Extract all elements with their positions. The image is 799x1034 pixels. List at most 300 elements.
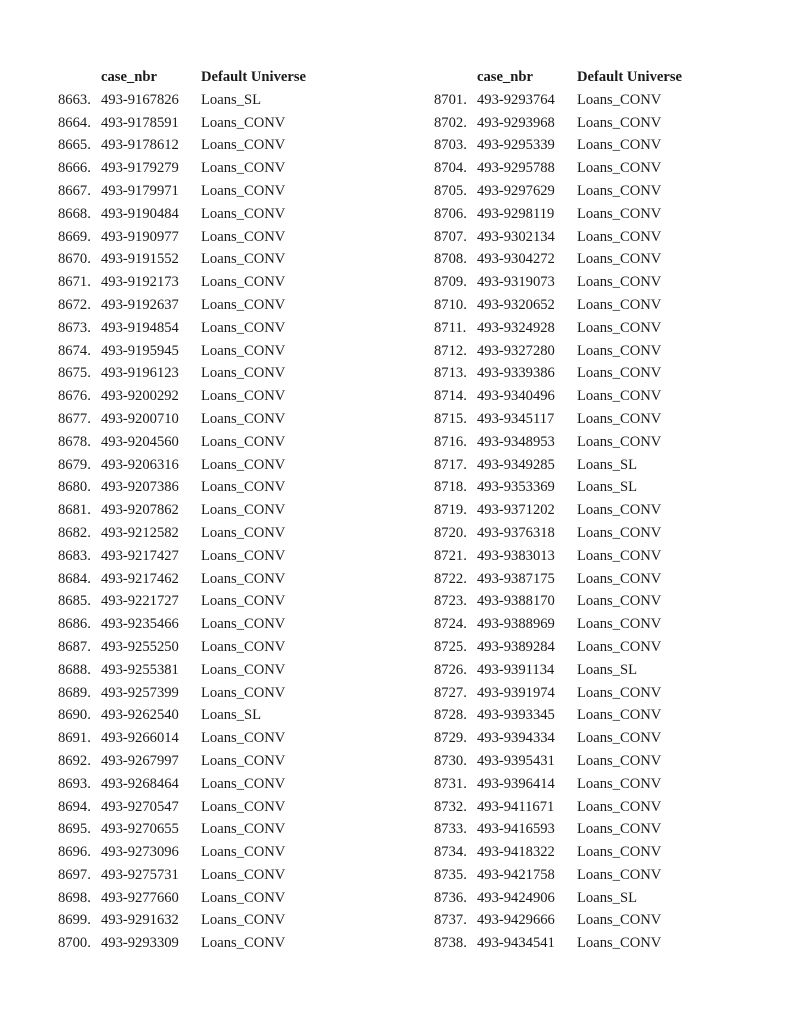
- default-universe-cell: Loans_CONV: [201, 889, 286, 906]
- case-nbr-cell: 493-9298119: [477, 205, 555, 222]
- case-nbr-cell: 493-9411671: [477, 798, 555, 815]
- table-row: [58, 887, 321, 910]
- row-number: 8737.: [434, 912, 467, 929]
- row-number: 8684.: [58, 570, 91, 587]
- case-nbr-cell: 493-9194854: [101, 319, 179, 336]
- row-number: 8677.: [58, 410, 91, 427]
- case-nbr-cell: 493-9273096: [101, 844, 179, 861]
- table-row: [58, 89, 321, 112]
- table-row: [58, 796, 321, 819]
- table-row: [434, 340, 697, 363]
- case-nbr-cell: 493-9267997: [101, 752, 179, 769]
- default-universe-cell: Loans_CONV: [577, 365, 662, 382]
- table-row: [58, 499, 321, 522]
- default-universe-cell: Loans_CONV: [201, 570, 286, 587]
- default-universe-cell: Loans_CONV: [201, 524, 286, 541]
- default-universe-cell: Loans_CONV: [201, 388, 286, 405]
- table-header: [434, 66, 697, 89]
- row-number: 8697.: [58, 866, 91, 883]
- default-universe-cell: Loans_CONV: [201, 616, 286, 633]
- row-number: 8664.: [58, 114, 91, 131]
- row-number: 8714.: [434, 388, 467, 405]
- row-number: 8709.: [434, 274, 467, 291]
- case-nbr-cell: 493-9371202: [477, 502, 555, 519]
- header-default-universe: Default Universe: [201, 69, 306, 85]
- default-universe-cell: Loans_SL: [577, 889, 637, 906]
- table-body: [434, 89, 697, 955]
- header-case-nbr: case_nbr: [477, 69, 533, 85]
- row-number: 8708.: [434, 251, 467, 268]
- table-row: [434, 248, 697, 271]
- table-row: [434, 773, 697, 796]
- table-row: [434, 636, 697, 659]
- row-number: 8713.: [434, 365, 467, 382]
- default-universe-cell: Loans_CONV: [577, 752, 662, 769]
- default-universe-cell: Loans_CONV: [201, 114, 286, 131]
- table-row: [434, 476, 697, 499]
- table-row: [434, 704, 697, 727]
- case-nbr-cell: 493-9262540: [101, 707, 179, 724]
- case-nbr-cell: 493-9421758: [477, 866, 555, 883]
- default-universe-cell: Loans_CONV: [577, 866, 662, 883]
- case-nbr-cell: 493-9191552: [101, 251, 179, 268]
- table-row: [58, 180, 321, 203]
- case-nbr-cell: 493-9302134: [477, 228, 555, 245]
- row-number: 8717.: [434, 456, 467, 473]
- row-number: 8676.: [58, 388, 91, 405]
- default-universe-cell: Loans_CONV: [201, 456, 286, 473]
- default-universe-cell: Loans_CONV: [577, 775, 662, 792]
- table-row: [434, 841, 697, 864]
- table-row: [58, 203, 321, 226]
- table-row: [58, 682, 321, 705]
- row-number: 8665.: [58, 137, 91, 154]
- case-nbr-cell: 493-9293968: [477, 114, 555, 131]
- case-nbr-cell: 493-9206316: [101, 456, 179, 473]
- default-universe-cell: Loans_CONV: [577, 137, 662, 154]
- default-universe-cell: Loans_CONV: [201, 798, 286, 815]
- table-row: [434, 385, 697, 408]
- row-number: 8720.: [434, 524, 467, 541]
- default-universe-cell: Loans_CONV: [577, 160, 662, 177]
- row-number: 8667.: [58, 182, 91, 199]
- table-row: [58, 385, 321, 408]
- table-row: [58, 522, 321, 545]
- row-number: 8663.: [58, 91, 91, 108]
- default-universe-cell: Loans_CONV: [201, 684, 286, 701]
- table-right: [434, 66, 697, 955]
- row-number: 8728.: [434, 707, 467, 724]
- row-number: 8722.: [434, 570, 467, 587]
- table-row: [434, 454, 697, 477]
- table-row: [58, 294, 321, 317]
- case-nbr-cell: 493-9212582: [101, 524, 179, 541]
- case-nbr-cell: 493-9395431: [477, 752, 555, 769]
- default-universe-cell: Loans_CONV: [201, 912, 286, 929]
- row-number: 8689.: [58, 684, 91, 701]
- case-nbr-cell: 493-9394334: [477, 730, 555, 747]
- row-number: 8687.: [58, 638, 91, 655]
- case-nbr-cell: 493-9255250: [101, 638, 179, 655]
- row-number: 8707.: [434, 228, 467, 245]
- table-row: [58, 408, 321, 431]
- case-nbr-cell: 493-9268464: [101, 775, 179, 792]
- default-universe-cell: Loans_CONV: [577, 502, 662, 519]
- row-number: 8671.: [58, 274, 91, 291]
- row-number: 8686.: [58, 616, 91, 633]
- table-row: [434, 887, 697, 910]
- default-universe-cell: Loans_CONV: [577, 524, 662, 541]
- case-nbr-cell: 493-9391134: [477, 661, 555, 678]
- default-universe-cell: Loans_CONV: [577, 570, 662, 587]
- row-number: 8666.: [58, 160, 91, 177]
- default-universe-cell: Loans_CONV: [201, 638, 286, 655]
- case-nbr-cell: 493-9190977: [101, 228, 179, 245]
- case-nbr-cell: 493-9327280: [477, 342, 555, 359]
- case-nbr-cell: 493-9207862: [101, 502, 179, 519]
- row-number: 8712.: [434, 342, 467, 359]
- row-number: 8672.: [58, 296, 91, 313]
- row-number: 8695.: [58, 821, 91, 838]
- row-number: 8691.: [58, 730, 91, 747]
- row-number: 8733.: [434, 821, 467, 838]
- case-nbr-cell: 493-9167826: [101, 91, 179, 108]
- default-universe-cell: Loans_CONV: [577, 593, 662, 610]
- default-universe-cell: Loans_CONV: [201, 775, 286, 792]
- default-universe-cell: Loans_CONV: [201, 821, 286, 838]
- table-row: [58, 613, 321, 636]
- default-universe-cell: Loans_CONV: [577, 547, 662, 564]
- table-row: [434, 203, 697, 226]
- default-universe-cell: Loans_CONV: [201, 205, 286, 222]
- table-body: [58, 89, 321, 955]
- default-universe-cell: Loans_CONV: [577, 410, 662, 427]
- row-number: 8674.: [58, 342, 91, 359]
- case-nbr-cell: 493-9195945: [101, 342, 179, 359]
- default-universe-cell: Loans_CONV: [201, 547, 286, 564]
- row-number: 8698.: [58, 889, 91, 906]
- default-universe-cell: Loans_CONV: [577, 821, 662, 838]
- table-row: [58, 841, 321, 864]
- table-row: [58, 317, 321, 340]
- default-universe-cell: Loans_SL: [201, 91, 261, 108]
- row-number: 8725.: [434, 638, 467, 655]
- row-number: 8688.: [58, 661, 91, 678]
- case-nbr-cell: 493-9178612: [101, 137, 179, 154]
- case-nbr-cell: 493-9178591: [101, 114, 179, 131]
- case-nbr-cell: 493-9270655: [101, 821, 179, 838]
- case-nbr-cell: 493-9304272: [477, 251, 555, 268]
- case-nbr-cell: 493-9434541: [477, 935, 555, 952]
- table-row: [58, 248, 321, 271]
- default-universe-cell: Loans_SL: [577, 661, 637, 678]
- row-number: 8693.: [58, 775, 91, 792]
- case-nbr-cell: 493-9192173: [101, 274, 179, 291]
- default-universe-cell: Loans_CONV: [201, 433, 286, 450]
- row-number: 8729.: [434, 730, 467, 747]
- table-row: [434, 157, 697, 180]
- default-universe-cell: Loans_CONV: [577, 91, 662, 108]
- case-nbr-cell: 493-9319073: [477, 274, 555, 291]
- default-universe-cell: Loans_CONV: [577, 935, 662, 952]
- row-number: 8736.: [434, 889, 467, 906]
- table-row: [434, 796, 697, 819]
- table-row: [434, 909, 697, 932]
- default-universe-cell: Loans_CONV: [201, 935, 286, 952]
- case-nbr-cell: 493-9192637: [101, 296, 179, 313]
- row-number: 8696.: [58, 844, 91, 861]
- table-row: [434, 568, 697, 591]
- table-row: [58, 636, 321, 659]
- row-number: 8735.: [434, 866, 467, 883]
- table-row: [434, 362, 697, 385]
- table-left: [58, 66, 321, 955]
- row-number: 8704.: [434, 160, 467, 177]
- case-nbr-cell: 493-9396414: [477, 775, 555, 792]
- table-row: [434, 134, 697, 157]
- default-universe-cell: Loans_CONV: [577, 182, 662, 199]
- default-universe-cell: Loans_CONV: [201, 274, 286, 291]
- default-universe-cell: Loans_CONV: [201, 182, 286, 199]
- default-universe-cell: Loans_CONV: [201, 342, 286, 359]
- table-row: [58, 659, 321, 682]
- case-nbr-cell: 493-9388170: [477, 593, 555, 610]
- default-universe-cell: Loans_CONV: [201, 502, 286, 519]
- default-universe-cell: Loans_CONV: [577, 730, 662, 747]
- case-nbr-cell: 493-9293309: [101, 935, 179, 952]
- case-nbr-cell: 493-9207386: [101, 479, 179, 496]
- table-row: [434, 180, 697, 203]
- table-row: [434, 431, 697, 454]
- table-row: [434, 112, 697, 135]
- row-number: 8716.: [434, 433, 467, 450]
- default-universe-cell: Loans_CONV: [201, 844, 286, 861]
- case-nbr-cell: 493-9345117: [477, 410, 555, 427]
- row-number: 8703.: [434, 137, 467, 154]
- default-universe-cell: Loans_CONV: [201, 593, 286, 610]
- row-number: 8678.: [58, 433, 91, 450]
- default-universe-cell: Loans_CONV: [201, 661, 286, 678]
- table-row: [58, 590, 321, 613]
- row-number: 8705.: [434, 182, 467, 199]
- header-num: [434, 66, 477, 89]
- row-number: 8710.: [434, 296, 467, 313]
- case-nbr-cell: 493-9295339: [477, 137, 555, 154]
- table-row: [434, 613, 697, 636]
- row-number: 8681.: [58, 502, 91, 519]
- row-number: 8673.: [58, 319, 91, 336]
- table-row: [58, 454, 321, 477]
- case-nbr-cell: 493-9179279: [101, 160, 179, 177]
- table-row: [434, 499, 697, 522]
- table-row: [434, 659, 697, 682]
- default-universe-cell: Loans_CONV: [201, 251, 286, 268]
- table-row: [434, 89, 697, 112]
- default-universe-cell: Loans_CONV: [201, 228, 286, 245]
- row-number: 8680.: [58, 479, 91, 496]
- default-universe-cell: Loans_CONV: [577, 707, 662, 724]
- default-universe-cell: Loans_CONV: [577, 342, 662, 359]
- case-nbr-cell: 493-9255381: [101, 661, 179, 678]
- case-nbr-cell: 493-9275731: [101, 866, 179, 883]
- case-nbr-cell: 493-9340496: [477, 388, 555, 405]
- row-number: 8692.: [58, 752, 91, 769]
- default-universe-cell: Loans_CONV: [577, 638, 662, 655]
- case-nbr-cell: 493-9424906: [477, 889, 555, 906]
- row-number: 8701.: [434, 91, 467, 108]
- table-row: [434, 408, 697, 431]
- case-nbr-cell: 493-9418322: [477, 844, 555, 861]
- default-universe-cell: Loans_SL: [577, 456, 637, 473]
- table-row: [434, 522, 697, 545]
- case-nbr-cell: 493-9348953: [477, 433, 555, 450]
- row-number: 8730.: [434, 752, 467, 769]
- table-row: [58, 864, 321, 887]
- default-universe-cell: Loans_CONV: [577, 844, 662, 861]
- default-universe-cell: Loans_CONV: [201, 365, 286, 382]
- case-nbr-cell: 493-9387175: [477, 570, 555, 587]
- table-row: [58, 112, 321, 135]
- default-universe-cell: Loans_CONV: [577, 684, 662, 701]
- row-number: 8694.: [58, 798, 91, 815]
- header-num: [58, 66, 101, 89]
- default-universe-cell: Loans_CONV: [201, 866, 286, 883]
- row-number: 8731.: [434, 775, 467, 792]
- table-row: [434, 727, 697, 750]
- case-nbr-cell: 493-9200292: [101, 388, 179, 405]
- table-row: [58, 750, 321, 773]
- row-number: 8675.: [58, 365, 91, 382]
- case-nbr-cell: 493-9200710: [101, 410, 179, 427]
- table-row: [58, 476, 321, 499]
- row-number: 8669.: [58, 228, 91, 245]
- row-number: 8721.: [434, 547, 467, 564]
- table-row: [434, 226, 697, 249]
- table-row: [58, 362, 321, 385]
- case-nbr-cell: 493-9257399: [101, 684, 179, 701]
- row-number: 8727.: [434, 684, 467, 701]
- table-row: [434, 818, 697, 841]
- table-row: [434, 317, 697, 340]
- default-universe-cell: Loans_CONV: [577, 616, 662, 633]
- table-row: [58, 932, 321, 955]
- case-nbr-cell: 493-9295788: [477, 160, 555, 177]
- table-row: [434, 932, 697, 955]
- table-row: [434, 271, 697, 294]
- table-row: [434, 864, 697, 887]
- case-nbr-cell: 493-9353369: [477, 479, 555, 496]
- case-nbr-cell: 493-9320652: [477, 296, 555, 313]
- header-case-nbr: case_nbr: [101, 69, 157, 85]
- table-row: [58, 271, 321, 294]
- row-number: 8700.: [58, 935, 91, 952]
- table-row: [58, 773, 321, 796]
- case-nbr-cell: 493-9293764: [477, 91, 555, 108]
- row-number: 8679.: [58, 456, 91, 473]
- table-row: [58, 704, 321, 727]
- row-number: 8682.: [58, 524, 91, 541]
- row-number: 8699.: [58, 912, 91, 929]
- default-universe-cell: Loans_CONV: [201, 137, 286, 154]
- default-universe-cell: Loans_CONV: [201, 319, 286, 336]
- default-universe-cell: Loans_SL: [577, 479, 637, 496]
- row-number: 8683.: [58, 547, 91, 564]
- table-row: [58, 545, 321, 568]
- default-universe-cell: Loans_CONV: [577, 388, 662, 405]
- case-nbr-cell: 493-9204560: [101, 433, 179, 450]
- row-number: 8732.: [434, 798, 467, 815]
- case-nbr-cell: 493-9196123: [101, 365, 179, 382]
- case-nbr-cell: 493-9190484: [101, 205, 179, 222]
- table-row: [58, 568, 321, 591]
- default-universe-cell: Loans_CONV: [577, 228, 662, 245]
- table-row: [434, 590, 697, 613]
- default-universe-cell: Loans_CONV: [577, 114, 662, 131]
- default-universe-cell: Loans_CONV: [577, 205, 662, 222]
- header-default-universe: Default Universe: [577, 69, 682, 85]
- case-nbr-cell: 493-9291632: [101, 912, 179, 929]
- case-nbr-cell: 493-9383013: [477, 547, 555, 564]
- case-nbr-cell: 493-9217427: [101, 547, 179, 564]
- row-number: 8723.: [434, 593, 467, 610]
- default-universe-cell: Loans_CONV: [577, 912, 662, 929]
- default-universe-cell: Loans_CONV: [577, 296, 662, 313]
- case-nbr-cell: 493-9221727: [101, 593, 179, 610]
- case-nbr-cell: 493-9297629: [477, 182, 555, 199]
- table-row: [58, 226, 321, 249]
- default-universe-cell: Loans_CONV: [577, 319, 662, 336]
- row-number: 8724.: [434, 616, 467, 633]
- table-row: [58, 727, 321, 750]
- table-row: [434, 294, 697, 317]
- row-number: 8719.: [434, 502, 467, 519]
- default-universe-cell: Loans_CONV: [201, 752, 286, 769]
- case-nbr-cell: 493-9429666: [477, 912, 555, 929]
- case-nbr-cell: 493-9217462: [101, 570, 179, 587]
- row-number: 8706.: [434, 205, 467, 222]
- row-number: 8690.: [58, 707, 91, 724]
- row-number: 8738.: [434, 935, 467, 952]
- row-number: 8715.: [434, 410, 467, 427]
- default-universe-cell: Loans_CONV: [201, 410, 286, 427]
- default-universe-cell: Loans_CONV: [577, 798, 662, 815]
- case-nbr-cell: 493-9266014: [101, 730, 179, 747]
- table-row: [58, 909, 321, 932]
- row-number: 8726.: [434, 661, 467, 678]
- case-nbr-cell: 493-9391974: [477, 684, 555, 701]
- default-universe-cell: Loans_CONV: [201, 479, 286, 496]
- case-nbr-cell: 493-9393345: [477, 707, 555, 724]
- row-number: 8734.: [434, 844, 467, 861]
- table-row: [58, 340, 321, 363]
- default-universe-cell: Loans_CONV: [577, 274, 662, 291]
- case-nbr-cell: 493-9376318: [477, 524, 555, 541]
- table-header: [58, 66, 321, 89]
- default-universe-cell: Loans_CONV: [577, 251, 662, 268]
- row-number: 8718.: [434, 479, 467, 496]
- default-universe-cell: Loans_CONV: [201, 296, 286, 313]
- table-row: [58, 818, 321, 841]
- case-nbr-cell: 493-9416593: [477, 821, 555, 838]
- case-nbr-cell: 493-9339386: [477, 365, 555, 382]
- case-nbr-cell: 493-9388969: [477, 616, 555, 633]
- case-nbr-cell: 493-9235466: [101, 616, 179, 633]
- case-nbr-cell: 493-9389284: [477, 638, 555, 655]
- table-row: [58, 134, 321, 157]
- case-nbr-cell: 493-9179971: [101, 182, 179, 199]
- row-number: 8668.: [58, 205, 91, 222]
- table-row: [58, 157, 321, 180]
